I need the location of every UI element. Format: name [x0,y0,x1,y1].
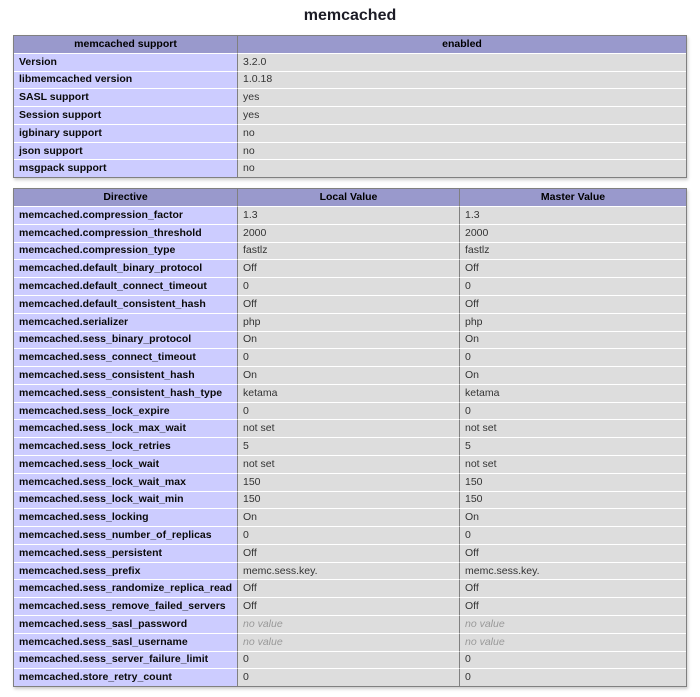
directive-cell: memcached.sess_number_of_replicas [14,526,237,544]
label-cell: Session support [14,106,237,124]
directive-cell: memcached.sess_prefix [14,562,237,580]
master-value-cell: 150 [459,473,686,491]
directives-table [13,188,687,687]
label-cell: msgpack support [14,159,237,177]
master-value-cell: On [459,508,686,526]
master-value-cell: php [459,313,686,331]
directive-cell: memcached.sess_lock_wait [14,455,237,473]
local-value-cell: Off [237,597,459,615]
directive-cell: memcached.sess_lock_wait_min [14,491,237,509]
table-row [14,88,686,106]
table-row [14,508,686,526]
value-cell: yes [237,88,686,106]
label-cell: SASL support [14,88,237,106]
directive-cell: memcached.store_retry_count [14,668,237,686]
directive-cell: memcached.sess_consistent_hash [14,366,237,384]
master-value-cell: no value [459,615,686,633]
directive-cell: memcached.sess_sasl_password [14,615,237,633]
table-row [14,313,686,331]
table-row [14,579,686,597]
table-row [14,142,686,160]
local-value-cell: 150 [237,491,459,509]
local-value-cell: Off [237,579,459,597]
label-cell: Version [14,53,237,71]
table-row [14,71,686,89]
master-value-cell: 0 [459,402,686,420]
local-value-cell: Off [237,544,459,562]
table-row [14,124,686,142]
master-value-cell: fastlz [459,242,686,260]
column-header-directive: Directive [14,189,237,206]
master-value-cell: Off [459,579,686,597]
master-value-cell: memc.sess.key. [459,562,686,580]
local-value-cell: ketama [237,384,459,402]
table-row [14,526,686,544]
directive-cell: memcached.sess_persistent [14,544,237,562]
directive-cell: memcached.sess_lock_wait_max [14,473,237,491]
value-cell: no [237,142,686,160]
value-cell: 3.2.0 [237,53,686,71]
table-row [14,206,686,224]
local-value-cell: On [237,331,459,349]
master-value-cell: 0 [459,348,686,366]
value-cell: 1.0.18 [237,71,686,89]
master-value-cell: 0 [459,526,686,544]
column-header-enabled: enabled [237,36,686,53]
master-value-cell: Off [459,597,686,615]
directive-cell: memcached.sess_randomize_replica_read [14,579,237,597]
local-value-cell: 5 [237,437,459,455]
local-value-cell: 0 [237,526,459,544]
table-row [14,491,686,509]
table-row [14,615,686,633]
support-table-header-row [14,36,686,53]
local-value-cell: 0 [237,668,459,686]
table-row [14,384,686,402]
table-row [14,277,686,295]
table-row [14,419,686,437]
table-row [14,437,686,455]
directive-cell: memcached.sess_lock_max_wait [14,419,237,437]
table-row [14,159,686,177]
label-cell: igbinary support [14,124,237,142]
table-row [14,242,686,260]
master-value-cell: Off [459,295,686,313]
local-value-cell: 1.3 [237,206,459,224]
table-row [14,455,686,473]
support-table-body [14,53,686,177]
table-row [14,651,686,669]
master-value-cell: not set [459,419,686,437]
table-row [14,348,686,366]
support-table [13,35,687,178]
local-value-cell: 150 [237,473,459,491]
master-value-cell: 0 [459,277,686,295]
directive-cell: memcached.serializer [14,313,237,331]
master-value-cell: 2000 [459,224,686,242]
directive-cell: memcached.sess_sasl_username [14,633,237,651]
column-header-master-value: Master Value [459,189,686,206]
master-value-cell: On [459,331,686,349]
directive-cell: memcached.sess_remove_failed_servers [14,597,237,615]
column-header-local-value: Local Value [237,189,459,206]
value-cell: no [237,159,686,177]
local-value-cell: no value [237,633,459,651]
table-row [14,366,686,384]
label-cell: libmemcached version [14,71,237,89]
phpinfo-page [0,6,700,687]
directive-cell: memcached.sess_connect_timeout [14,348,237,366]
master-value-cell: On [459,366,686,384]
local-value-cell: 2000 [237,224,459,242]
local-value-cell: Off [237,295,459,313]
directive-cell: memcached.compression_threshold [14,224,237,242]
directive-cell: memcached.default_binary_protocol [14,259,237,277]
master-value-cell: no value [459,633,686,651]
directives-table-body [14,206,686,686]
directive-cell: memcached.sess_locking [14,508,237,526]
table-row [14,544,686,562]
master-value-cell: ketama [459,384,686,402]
table-row [14,473,686,491]
directive-cell: memcached.sess_binary_protocol [14,331,237,349]
value-cell: yes [237,106,686,124]
local-value-cell: fastlz [237,242,459,260]
table-row [14,633,686,651]
table-row [14,597,686,615]
directive-cell: memcached.compression_factor [14,206,237,224]
directive-cell: memcached.default_connect_timeout [14,277,237,295]
table-row [14,295,686,313]
page-title: memcached [303,7,397,24]
local-value-cell: no value [237,615,459,633]
table-row [14,402,686,420]
directive-cell: memcached.sess_lock_retries [14,437,237,455]
directive-cell: memcached.sess_server_failure_limit [14,651,237,669]
local-value-cell: memc.sess.key. [237,562,459,580]
master-value-cell: 0 [459,651,686,669]
master-value-cell: 0 [459,668,686,686]
table-row [14,259,686,277]
label-cell: json support [14,142,237,160]
local-value-cell: not set [237,419,459,437]
local-value-cell: 0 [237,277,459,295]
directive-cell: memcached.default_consistent_hash [14,295,237,313]
table-row [14,668,686,686]
directive-cell: memcached.compression_type [14,242,237,260]
local-value-cell: Off [237,259,459,277]
table-row [14,331,686,349]
local-value-cell: 0 [237,651,459,669]
local-value-cell: On [237,366,459,384]
master-value-cell: not set [459,455,686,473]
master-value-cell: Off [459,544,686,562]
directive-cell: memcached.sess_consistent_hash_type [14,384,237,402]
value-cell: no [237,124,686,142]
master-value-cell: 5 [459,437,686,455]
table-row [14,224,686,242]
table-row [14,106,686,124]
directive-cell: memcached.sess_lock_expire [14,402,237,420]
table-row [14,53,686,71]
local-value-cell: 0 [237,348,459,366]
local-value-cell: On [237,508,459,526]
table-row [14,562,686,580]
column-header-support: memcached support [14,36,237,53]
local-value-cell: php [237,313,459,331]
local-value-cell: 0 [237,402,459,420]
local-value-cell: not set [237,455,459,473]
master-value-cell: 1.3 [459,206,686,224]
master-value-cell: 150 [459,491,686,509]
directives-table-header-row [14,189,686,206]
master-value-cell: Off [459,259,686,277]
